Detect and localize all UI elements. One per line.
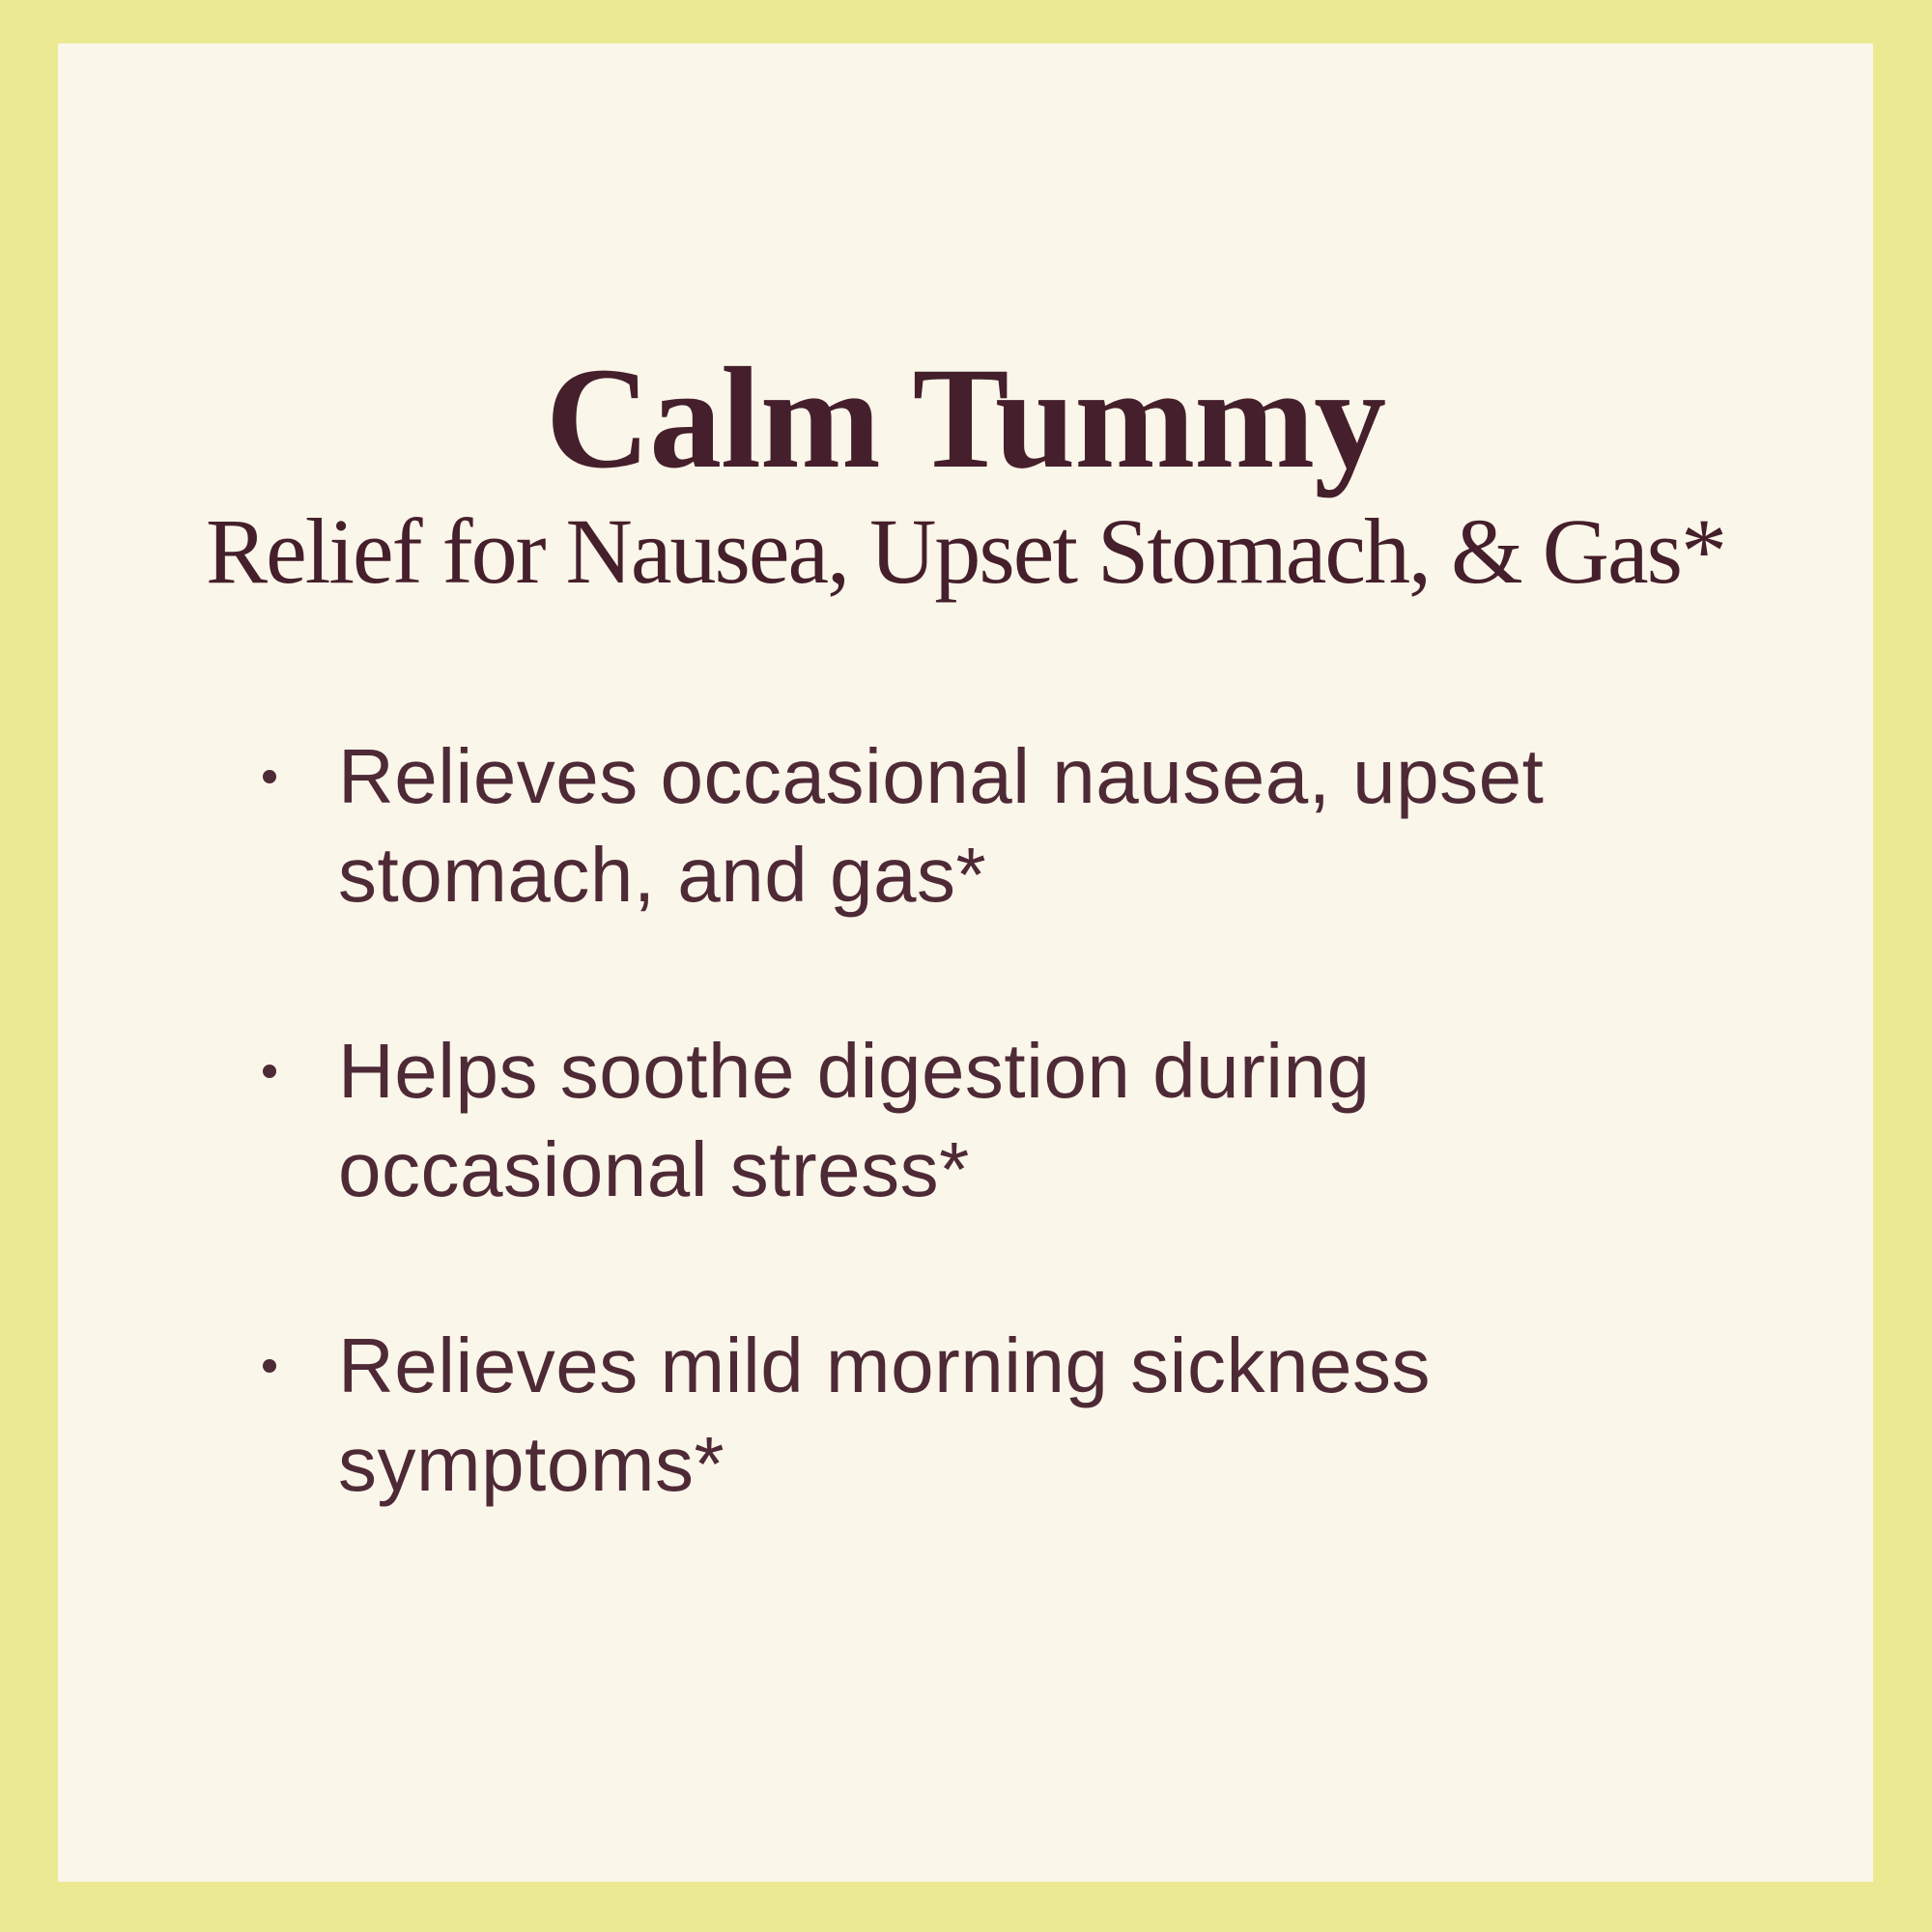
product-subtitle: Relief for Nausea, Upset Stomach, & Gas*	[206, 498, 1725, 603]
list-item	[261, 727, 1652, 924]
benefit-text: Helps soothe digestion during occasional stress*	[338, 1028, 1371, 1212]
bullet-dot-icon	[263, 1065, 276, 1078]
bullet-dot-icon	[263, 770, 276, 783]
benefit-text: Relieves mild morning sickness symptoms*	[338, 1322, 1431, 1507]
bullet-dot-icon	[263, 1359, 276, 1373]
product-benefits-card	[58, 43, 1873, 1882]
list-item	[261, 1022, 1652, 1219]
product-title: Calm Tummy	[545, 337, 1386, 498]
benefits-list	[261, 727, 1652, 1611]
list-item	[261, 1317, 1652, 1514]
benefit-text: Relieves occasional nausea, upset stomach, and gas*	[338, 733, 1545, 918]
